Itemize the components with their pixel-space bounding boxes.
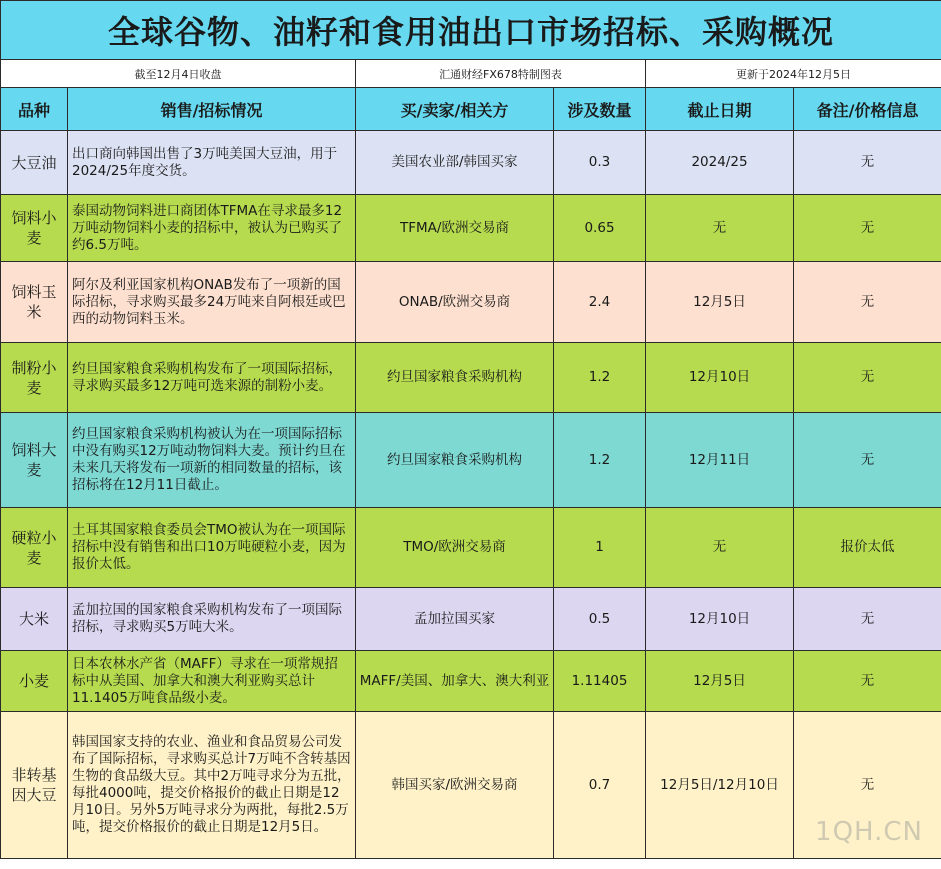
description-cell: 孟加拉国的国家粮食采购机构发布了一项国际招标，寻求购买5万吨大米。 [68,588,356,651]
info-row [1,60,941,88]
description-cell: 土耳其国家粮食委员会TMO被认为在一项国际招标中没有销售和出口10万吨硬粒小麦，因为报价太低。 [68,508,356,588]
commodity-cell: 非转基因大豆 [1,712,68,859]
deadline-cell: 12月10日 [646,588,794,651]
party-cell: 约旦国家粮食采购机构 [356,413,554,508]
quantity-cell: 0.5 [554,588,646,651]
description-cell: 约旦国家粮食采购机构被认为在一项国际招标中没有购买12万吨动物饲料大麦。预计约旦在未来几天将发布一项新的相同数量的招标，该招标将在12月11日截止。 [68,413,356,508]
quantity-cell: 1 [554,508,646,588]
deadline-cell: 无 [646,195,794,262]
quantity-cell: 1.11405 [554,651,646,712]
note-cell: 无 [794,651,941,712]
quantity-cell: 0.7 [554,712,646,859]
description-cell: 阿尔及利亚国家机构ONAB发布了一项新的国际招标，寻求购买最多24万吨来自阿根廷或巴西的动物饲料玉米。 [68,262,356,343]
commodity-cell: 大米 [1,588,68,651]
deadline-cell: 12月5日 [646,651,794,712]
quantity-cell: 0.65 [554,195,646,262]
party-cell: 美国农业部/韩国买家 [356,131,554,195]
note-cell: 报价太低 [794,508,941,588]
header-commodity: 品种 [1,88,68,131]
table-row [1,508,941,588]
party-cell: MAFF/美国、加拿大、澳大利亚 [356,651,554,712]
note-cell: 无 [794,195,941,262]
deadline-cell: 无 [646,508,794,588]
header-description: 销售/招标情况 [68,88,356,131]
commodity-cell: 制粉小麦 [1,343,68,413]
table-row [1,413,941,508]
deadline-cell: 12月10日 [646,343,794,413]
updated-date: 更新于2024年12月5日 [646,60,941,88]
party-cell: ONAB/欧洲交易商 [356,262,554,343]
table-row [1,262,941,343]
table-row [1,343,941,413]
commodity-cell: 饲料大麦 [1,413,68,508]
deadline-cell: 12月5日/12月10日 [646,712,794,859]
header-quantity: 涉及数量 [554,88,646,131]
quantity-cell: 0.3 [554,131,646,195]
description-cell: 约旦国家粮食采购机构发布了一项国际招标，寻求购买最多12万吨可选来源的制粉小麦。 [68,343,356,413]
header-row [1,88,941,131]
table-body [1,131,941,859]
as-of-date: 截至12月4日收盘 [1,60,356,88]
table-row [1,195,941,262]
deadline-cell: 12月11日 [646,413,794,508]
commodity-cell: 小麦 [1,651,68,712]
deadline-cell: 12月5日 [646,262,794,343]
deadline-cell: 2024/25 [646,131,794,195]
note-cell: 无 [794,343,941,413]
table-row [1,712,941,859]
quantity-cell: 1.2 [554,413,646,508]
header-note: 备注/价格信息 [794,88,941,131]
commodity-cell: 硬粒小麦 [1,508,68,588]
party-cell: TMO/欧洲交易商 [356,508,554,588]
note-cell: 无 [794,262,941,343]
party-cell: TFMA/欧洲交易商 [356,195,554,262]
quantity-cell: 1.2 [554,343,646,413]
commodity-cell: 大豆油 [1,131,68,195]
table-row [1,131,941,195]
quantity-cell: 2.4 [554,262,646,343]
note-cell: 无 [794,131,941,195]
party-cell: 约旦国家粮食采购机构 [356,343,554,413]
header-party: 买/卖家/相关方 [356,88,554,131]
party-cell: 孟加拉国买家 [356,588,554,651]
party-cell: 韩国买家/欧洲交易商 [356,712,554,859]
description-cell: 日本农林水产省（MAFF）寻求在一项常规招标中从美国、加拿大和澳大利亚购买总计11.1405万吨食品级小麦。 [68,651,356,712]
note-cell: 无 [794,413,941,508]
note-cell: 无 [794,712,941,859]
table-row [1,651,941,712]
description-cell: 泰国动物饲料进口商团体TFMA在寻求最多12万吨动物饲料小麦的招标中，被认为已购买了约6.5万吨。 [68,195,356,262]
table-row [1,588,941,651]
header-deadline: 截止日期 [646,88,794,131]
commodity-cell: 饲料小麦 [1,195,68,262]
commodity-cell: 饲料玉米 [1,262,68,343]
watermark: 1QH.CN [815,817,923,847]
description-cell: 韩国国家支持的农业、渔业和食品贸易公司发布了国际招标，寻求购买总计7万吨不含转基因生物的食品级大豆。其中2万吨寻求分为五批，每批4000吨，提交价格报价的截止日期是12月10日。另外5万吨寻求分为两批，每批2.5万吨，提交价格报价的截止日期是12月5日。 [68,712,356,859]
page-title: 全球谷物、油籽和食用油出口市场招标、采购概况 [1,1,941,60]
note-cell: 无 [794,588,941,651]
source-label: 汇通财经FX678特制图表 [356,60,646,88]
description-cell: 出口商向韩国出售了3万吨美国大豆油，用于2024/25年度交货。 [68,131,356,195]
